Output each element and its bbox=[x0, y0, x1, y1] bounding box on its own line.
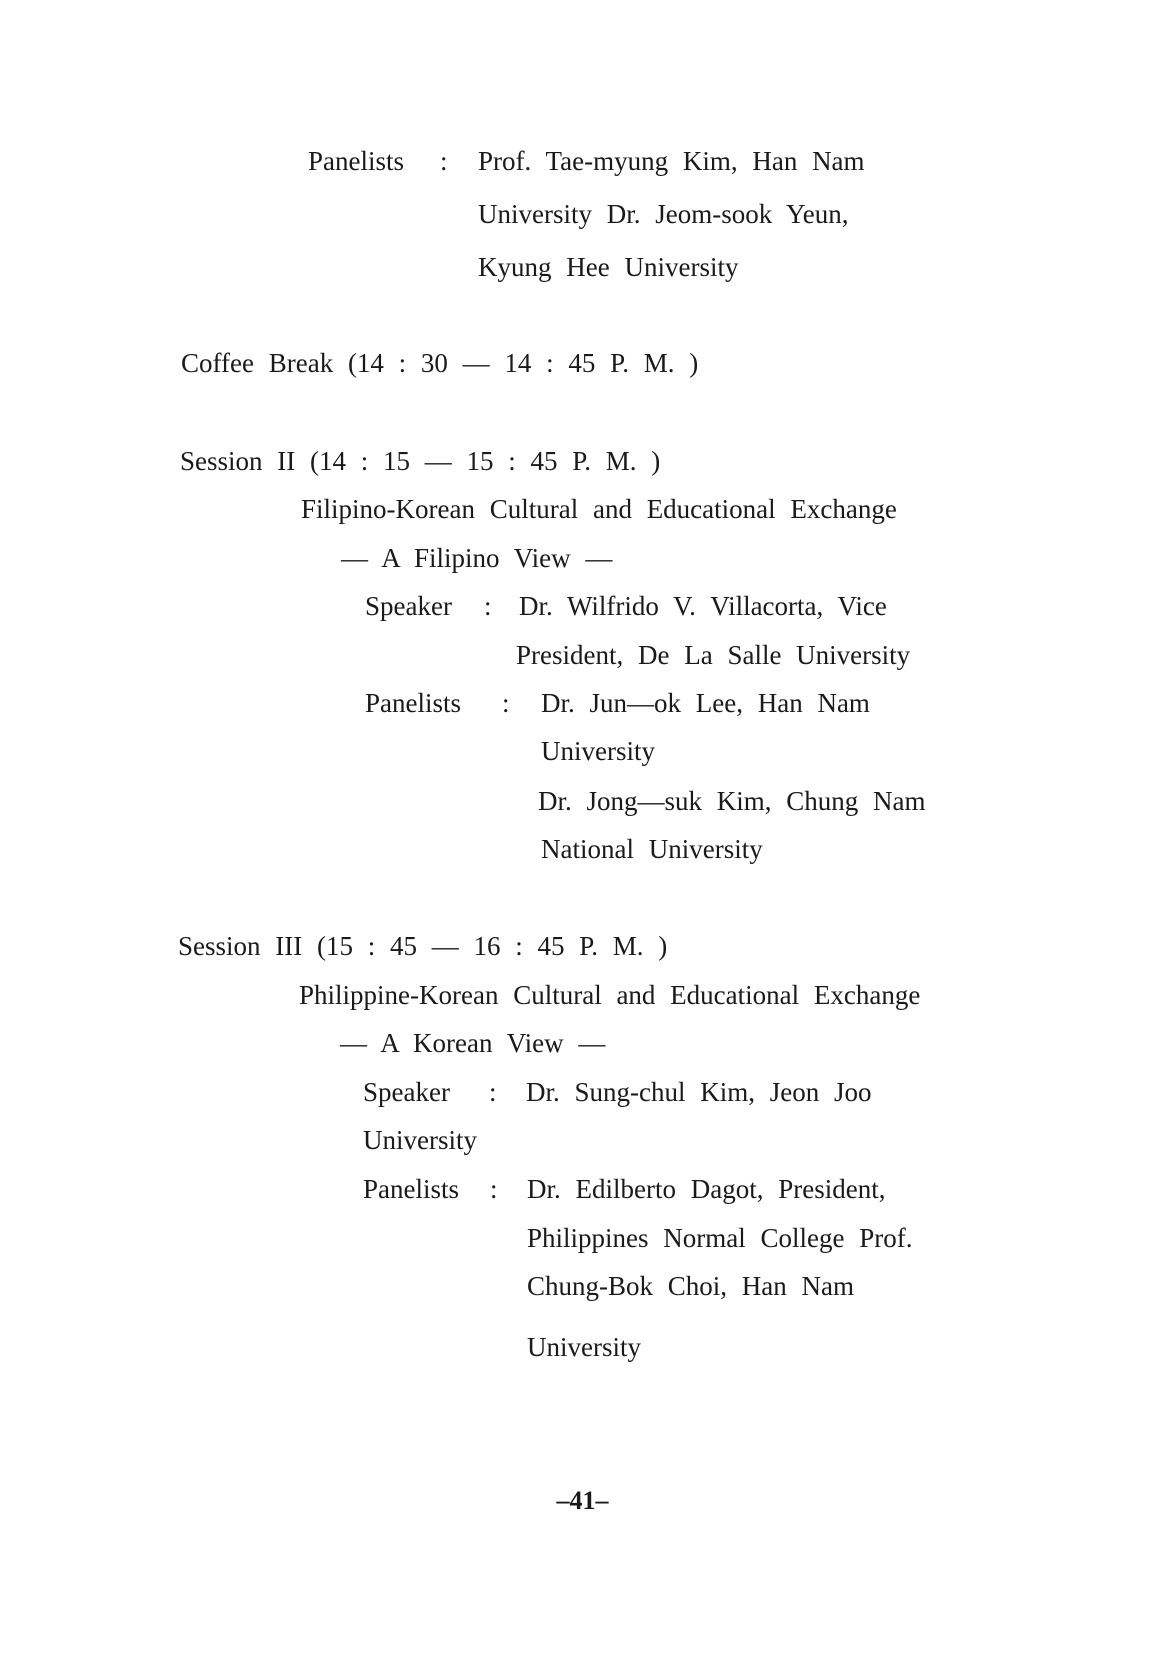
session2-speaker-line-1: Dr. Wilfrido V. Villacorta, Vice bbox=[519, 591, 887, 621]
session3-heading: Session III (15 : 45 — 16 : 45 P. M. ) bbox=[178, 931, 668, 961]
session2-panelists-line-3: Dr. Jong—suk Kim, Chung Nam bbox=[538, 786, 926, 816]
session2-panelists-line-4: National University bbox=[541, 834, 763, 864]
session1-panelists-line-2: University Dr. Jeom-sook Yeun, bbox=[478, 199, 849, 229]
coffee-break-heading: Coffee Break (14 : 30 — 14 : 45 P. M. ) bbox=[181, 348, 699, 378]
session2-panelists-line-2: University bbox=[541, 736, 655, 766]
page-number: –41– bbox=[556, 1486, 609, 1515]
session2-subtitle: — A Filipino View — bbox=[341, 543, 613, 573]
session2-title: Filipino-Korean Cultural and Educational Exchange bbox=[301, 494, 897, 524]
session3-subtitle: — A Korean View — bbox=[340, 1028, 606, 1058]
session3-panelists-line-4: University bbox=[527, 1332, 641, 1362]
session2-speaker-line-2: President, De La Salle University bbox=[516, 640, 911, 670]
session2-panelists-line-1: Dr. Jun—ok Lee, Han Nam bbox=[541, 688, 870, 718]
session1-panelists-colon: : bbox=[440, 146, 448, 176]
session2-speaker-label: Speaker bbox=[365, 591, 452, 621]
session2-speaker-colon: : bbox=[484, 591, 492, 621]
session3-panelists-line-3: Chung-Bok Choi, Han Nam bbox=[527, 1271, 854, 1301]
session3-panelists-label: Panelists bbox=[363, 1174, 460, 1204]
session3-title: Philippine-Korean Cultural and Educational Exchange bbox=[299, 980, 921, 1010]
session2-heading: Session II (14 : 15 — 15 : 45 P. M. ) bbox=[180, 446, 661, 476]
session3-panelists-line-1: Dr. Edilberto Dagot, President, bbox=[527, 1174, 886, 1204]
session3-speaker-line-2: University bbox=[363, 1125, 477, 1155]
session2-panelists-label: Panelists bbox=[365, 688, 462, 718]
session1-panelists-label: Panelists bbox=[308, 146, 405, 176]
session3-panelists-colon: : bbox=[490, 1174, 498, 1204]
session3-panelists-line-2: Philippines Normal College Prof. bbox=[527, 1223, 913, 1253]
session1-panelists-line-3: Kyung Hee University bbox=[478, 252, 739, 282]
session2-panelists-colon: : bbox=[502, 688, 510, 718]
session3-speaker-colon: : bbox=[489, 1077, 497, 1107]
session3-speaker-label: Speaker bbox=[363, 1077, 450, 1107]
session1-panelists-line-1: Prof. Tae-myung Kim, Han Nam bbox=[478, 146, 865, 176]
session3-speaker-line-1: Dr. Sung-chul Kim, Jeon Joo bbox=[526, 1077, 872, 1107]
